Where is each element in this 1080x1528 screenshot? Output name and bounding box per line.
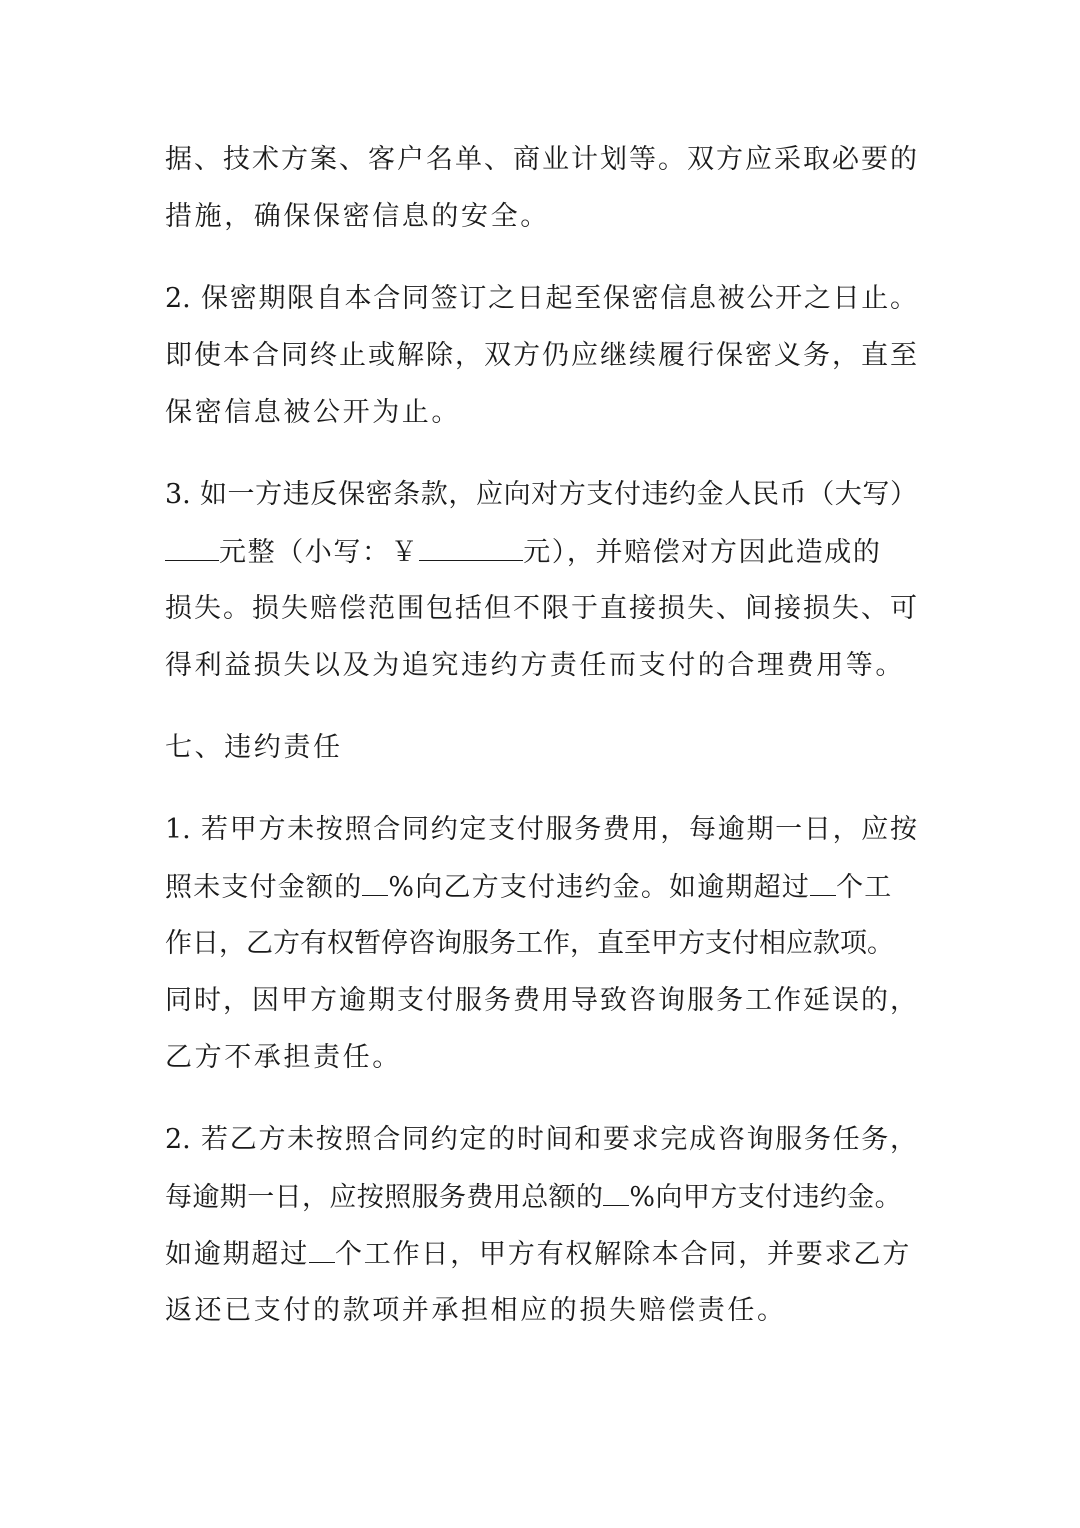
paragraph-line: 据、技术方案、客户名单、商业计划等。双方应采取必要的 [165, 144, 917, 175]
text-fragment: 如逾期超过 [165, 1239, 309, 1270]
paragraph-line: 2. 若乙方未按照合同约定的时间和要求完成咨询服务任务， [165, 1124, 917, 1155]
paragraph-line: 1. 若甲方未按照合同约定支付服务费用，每逾期一日，应按 [165, 814, 917, 845]
paragraph-line: 作日，乙方有权暂停咨询服务工作，直至甲方支付相应款项。 [165, 928, 894, 959]
text-fragment: 元整（小写：￥ [219, 537, 420, 568]
paragraph-line-with-blanks [165, 534, 882, 570]
paragraph-line: 保密信息被公开为止。 [165, 397, 461, 428]
paragraph-line-with-blanks [165, 1179, 902, 1215]
text-fragment: %向乙方支付违约金。如逾期超过 [388, 872, 811, 903]
paragraph-line: 返还已支付的款项并承担相应的损失赔偿责任。 [165, 1295, 787, 1326]
paragraph-line: 乙方不承担责任。 [165, 1042, 402, 1073]
document-page [165, 0, 925, 1528]
fill-in-blank-percent[interactable] [603, 1179, 629, 1206]
paragraph-line: 得利益损失以及为追究违约方责任而支付的合理费用等。 [165, 650, 905, 681]
text-fragment: 个工作日，甲方有权解除本合同，并要求乙方 [335, 1239, 911, 1270]
section-heading: 七、违约责任 [165, 732, 343, 763]
paragraph-line-with-blanks [165, 1236, 911, 1272]
fill-in-blank-amount-figures[interactable] [419, 534, 523, 561]
paragraph-line: 同时，因甲方逾期支付服务费用导致咨询服务工作延误的， [165, 985, 917, 1016]
text-fragment: %向甲方支付违约金。 [629, 1182, 903, 1213]
text-fragment: 照未支付金额的 [165, 872, 363, 903]
paragraph-line-with-blanks [165, 869, 892, 905]
paragraph-line: 2. 保密期限自本合同签订之日起至保密信息被公开之日止。 [165, 283, 917, 314]
fill-in-blank-days[interactable] [309, 1236, 335, 1263]
text-fragment: 元），并赔偿对方因此造成的 [523, 537, 882, 568]
text-fragment: 个工 [836, 872, 893, 903]
fill-in-blank-amount-words[interactable] [165, 534, 219, 561]
paragraph-line: 损失。损失赔偿范围包括但不限于直接损失、间接损失、可 [165, 593, 917, 624]
paragraph-line: 措施，确保保密信息的安全。 [165, 201, 550, 232]
fill-in-blank-percent[interactable] [362, 869, 388, 896]
paragraph-line: 3. 如一方违反保密条款，应向对方支付违约金人民币（大写） [165, 479, 917, 510]
text-fragment: 每逾期一日，应按照服务费用总额的 [165, 1182, 604, 1213]
fill-in-blank-days[interactable] [810, 869, 836, 896]
paragraph-line: 即使本合同终止或解除，双方仍应继续履行保密义务，直至 [165, 340, 917, 371]
